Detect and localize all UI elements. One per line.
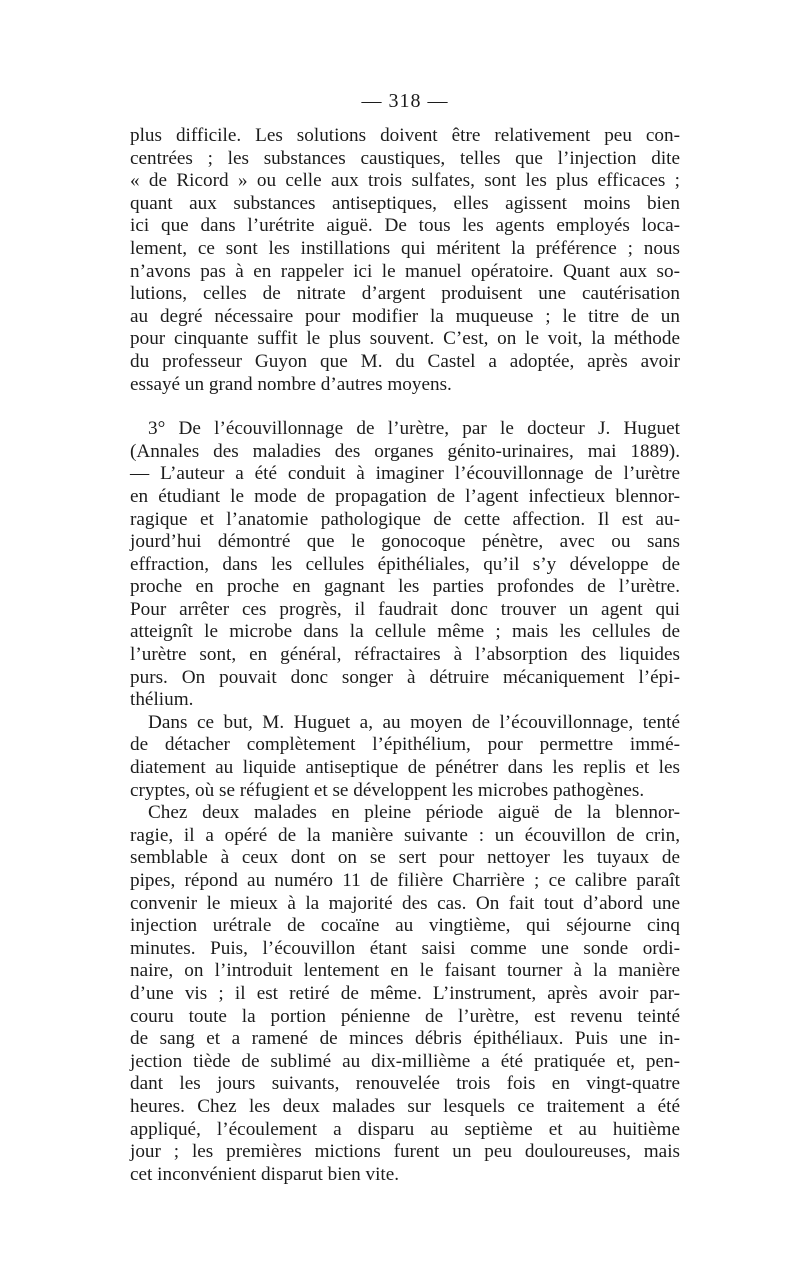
text-line: Pour arrêter ces progrès, il faudrait donc trouver un agent qui (130, 598, 680, 620)
text-line: du professeur Guyon que M. du Castel a adoptée, après avoir (130, 350, 680, 372)
text-line: couru toute la portion pénienne de l’urètre, est revenu teinté (130, 1005, 680, 1027)
text-line: au degré nécessaire pour modifier la muqueuse ; le titre de un (130, 305, 680, 327)
text-line: cryptes, où se réfugient et se développent les microbes pathogènes. (130, 779, 645, 801)
text-line: centrées ; les substances caustiques, telles que l’injection dite (130, 147, 680, 169)
text-line: diatement au liquide antiseptique de pénétrer dans les replis et les (130, 757, 680, 779)
text-line: pipes, répond au numéro 11 de filière Charrière ; ce calibre paraît (130, 870, 680, 891)
text-line: plus difficile. Les solutions doivent être relativement peu con- (130, 125, 680, 146)
text-line: heures. Chez les deux malades sur lesquels ce traitement a été (130, 1095, 680, 1117)
text-line: 3° De l’écouvillonnage de l’urètre, par le docteur J. Huguet (148, 418, 680, 440)
text-line: injection urétrale de cocaïne au vingtième, qui séjourne cinq (130, 915, 680, 937)
text-line: d’une vis ; il est retiré de même. L’instrument, après avoir par- (130, 982, 680, 1004)
text-line: Chez deux malades en pleine période aiguë de la blennor- (148, 802, 680, 824)
text-line: Dans ce but, M. Huguet a, au moyen de l’écouvillonnage, tenté (148, 711, 680, 733)
text-line: pour cinquante suffit le plus souvent. C’est, on le voit, la méthode (130, 328, 680, 350)
text-line: dant les jours suivants, renouvelée trois fois en vingt-quatre (130, 1073, 680, 1095)
text-line: l’urètre sont, en général, réfractaires à l’absorption des liquides (130, 644, 680, 666)
text-line: cet inconvénient disparut bien vite. (130, 1163, 400, 1185)
text-line: lement, ce sont les instillations qui méritent la préférence ; nous (130, 237, 680, 259)
text-line: minutes. Puis, l’écouvillon étant saisi comme une sonde ordi- (130, 937, 680, 959)
text-line: quant aux substances antiseptiques, elles agissent moins bien (130, 192, 680, 214)
text-line: atteignît le microbe dans la cellule même ; mais les cellules de (130, 621, 680, 643)
text-line: en étudiant le mode de propagation de l’agent infectieux blennor- (130, 485, 680, 507)
page-body (130, 125, 680, 1186)
text-line: appliqué, l’écoulement a disparu au septième et au huitième (130, 1118, 680, 1140)
text-line: essayé un grand nombre d’autres moyens. (130, 373, 452, 395)
text-line: de sang et a ramené de minces débris épithéliaux. Puis une in- (130, 1028, 680, 1050)
text-line: ici que dans l’urétrite aiguë. De tous les agents employés loca- (130, 215, 680, 237)
text-line: thélium. (130, 689, 194, 711)
text-line: (Annales des maladies des organes génito-urinaires, mai 1889). (130, 440, 680, 462)
paragraph (130, 712, 680, 802)
text-line: jour ; les premières mictions furent un peu douloureuses, mais (130, 1141, 680, 1163)
text-line: semblable à ceux dont on se sert pour nettoyer les tuyaux de (130, 847, 680, 869)
text-line: n’avons pas à en rappeler ici le manuel opératoire. Quant aux so- (130, 260, 680, 282)
text-line: lutions, celles de nitrate d’argent produisent une cautérisation (130, 283, 680, 305)
text-line: ragie, il a opéré de la manière suivante : un écouvillon de crin, (130, 824, 680, 846)
paragraph (130, 802, 680, 1186)
text-line: naire, on l’introduit lentement en le faisant tourner à la manière (130, 960, 680, 982)
text-line: jourd’hui démontré que le gonocoque pénètre, avec ou sans (130, 531, 680, 553)
text-line: ragique et l’anatomie pathologique de cette affection. Il est au- (130, 508, 680, 530)
text-line: de détacher complètement l’épithélium, pour permettre immé- (130, 734, 680, 756)
paragraph (130, 125, 680, 396)
page-number: — 318 — (361, 90, 449, 112)
paragraph (130, 418, 680, 712)
text-line: « de Ricord » ou celle aux trois sulfates, sont les plus efficaces ; (130, 170, 680, 192)
text-line: jection tiède de sublimé au dix-millième a été pratiquée et, pen- (130, 1050, 680, 1072)
text-line: purs. On pouvait donc songer à détruire mécaniquement l’épi- (130, 666, 680, 688)
text-line: convenir le mieux à la majorité des cas. On fait tout d’abord une (130, 892, 680, 914)
text-line: effraction, dans les cellules épithéliales, qu’il s’y développe de (130, 553, 680, 575)
text-line: — L’auteur a été conduit à imaginer l’écouvillonnage de l’urètre (130, 463, 680, 485)
book-page (130, 90, 680, 1186)
text-line: proche en proche en gagnant les parties profondes de l’urètre. (130, 576, 680, 598)
